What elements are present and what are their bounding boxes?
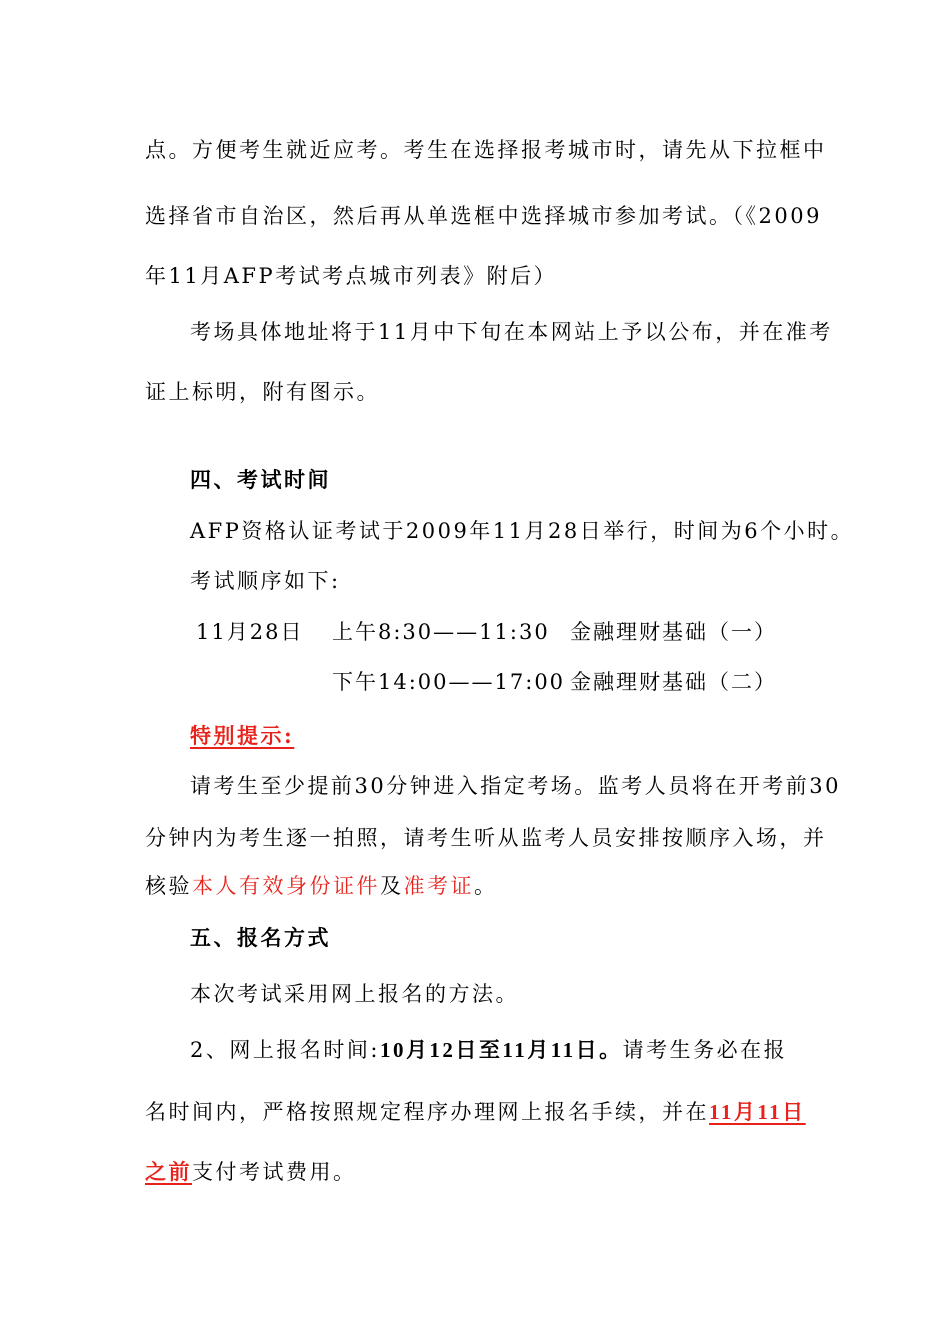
deadline-before: 之前: [145, 1159, 192, 1184]
para1-line2: 选择省市自治区，然后再从单选框中选择城市参加考试。（《2009: [145, 204, 822, 228]
section4-line2: 考试顺序如下:: [190, 569, 341, 593]
section5-line4: [145, 1158, 357, 1186]
schedule-time-2: 下午14:00——17:00: [332, 670, 566, 694]
section5-line1: 本次考试采用网上报名的方法。: [190, 982, 519, 1006]
reg-time-end: 请考生务必在报: [622, 1038, 788, 1062]
deadline-date: 11月11日: [709, 1100, 806, 1124]
line4-end: 支付考试费用。: [192, 1160, 357, 1184]
section4-heading: 四、考试时间: [190, 467, 331, 492]
section5-reg-time: [190, 1036, 787, 1064]
section5-line3: [145, 1098, 806, 1126]
notice-line2: 分钟内为考生逐一拍照，请考生听从监考人员安排按顺序入场，并: [145, 826, 827, 850]
notice-id-docs: 本人有效身份证件: [192, 874, 380, 898]
para1-line1: 点。方便考生就近应考。考生在选择报考城市时，请先从下拉框中: [145, 138, 827, 162]
reg-time-prefix: 2、网上报名时间:: [190, 1038, 380, 1062]
schedule-date: 11月28日: [196, 620, 304, 644]
para2-line1: 考场具体地址将于11月中下旬在本网站上予以公布，并在准考: [190, 320, 833, 344]
schedule-time-1: 上午8:30——11:30: [332, 620, 550, 644]
line3-prefix: 名时间内，严格按照规定程序办理网上报名手续，并在: [145, 1100, 709, 1124]
section4-line1: AFP资格认证考试于2009年11月28日举行，时间为6个小时。: [190, 519, 855, 543]
para2-line2: 证上标明，附有图示。: [145, 380, 380, 404]
schedule-subject-2: 金融理财基础（二）: [570, 670, 777, 694]
schedule-subject-1: 金融理财基础（一）: [570, 620, 777, 644]
notice-admission-ticket: 准考证: [403, 874, 474, 898]
section5-heading: 五、报名方式: [190, 925, 331, 950]
notice-line3: [145, 872, 498, 900]
reg-time-dates: 10月12日至11月11日。: [379, 1038, 623, 1062]
notice-line3-prefix: 核验: [145, 874, 192, 898]
notice-line3-mid: 及: [380, 874, 404, 898]
notice-heading: 特别提示:: [190, 723, 295, 748]
para1-line3: 年11月AFP考试考点城市列表》附后）: [145, 264, 558, 288]
notice-line1: 请考生至少提前30分钟进入指定考场。监考人员将在开考前30: [190, 774, 841, 798]
notice-line3-end: 。: [474, 874, 498, 898]
